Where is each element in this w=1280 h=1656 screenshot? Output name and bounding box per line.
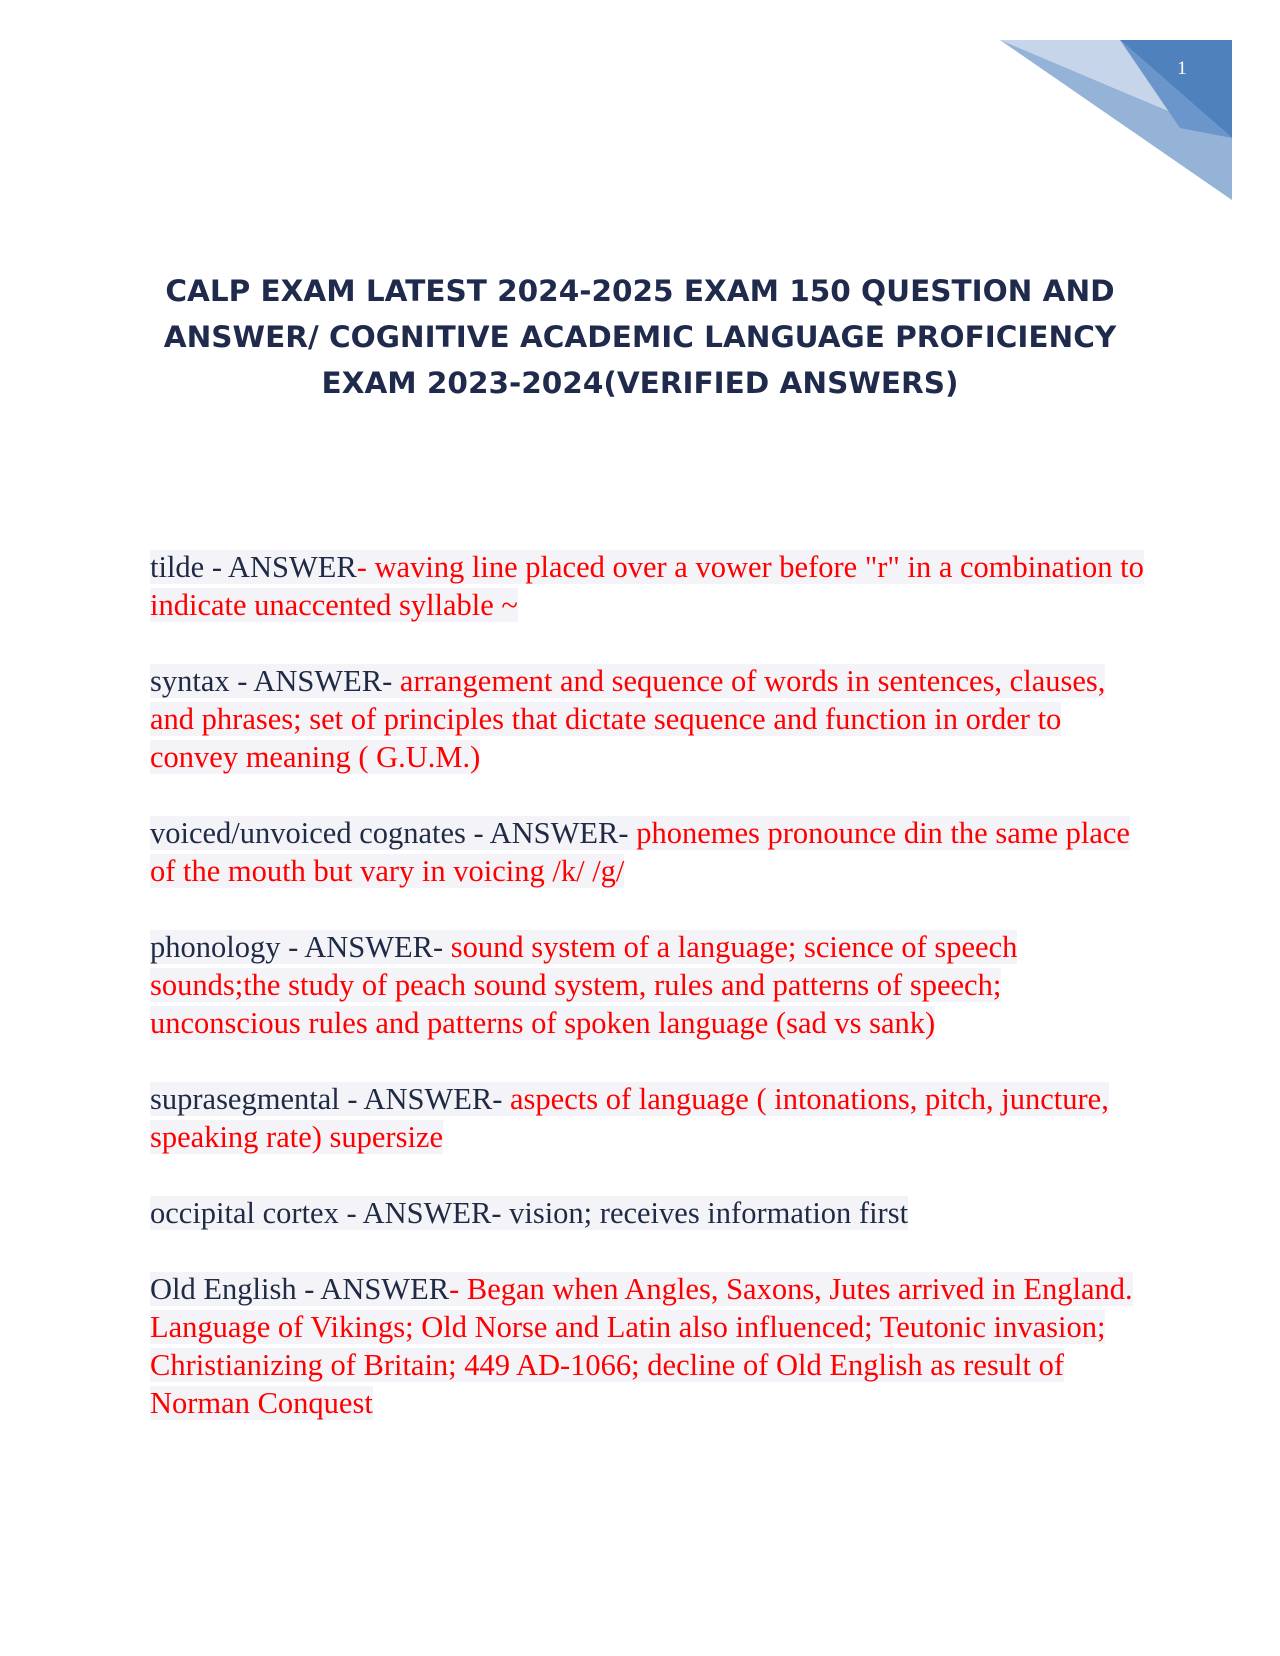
qa-entry-tilde	[150, 548, 1150, 624]
term-label: occipital cortex - ANSWER- vision; receives information first	[150, 1196, 909, 1230]
qa-entry-occipital-cortex	[150, 1194, 1150, 1232]
term-label: voiced/unvoiced cognates - ANSWER-	[150, 816, 637, 850]
answer-text: - waving line placed over a vower before "r" in a combination to indicate unaccented syllable ~	[150, 550, 1144, 622]
answer-text: aspects of language ( intonations, pitch, juncture, speaking rate) supersize	[150, 1082, 1109, 1154]
term-label: suprasegmental - ANSWER-	[150, 1082, 510, 1116]
qa-list	[150, 548, 1150, 1460]
qa-entry-syntax	[150, 662, 1150, 776]
page-number: 1	[1177, 58, 1187, 79]
title-line-3: EXAM 2023-2024(VERIFIED ANSWERS)	[321, 366, 959, 400]
qa-entry-old-english	[150, 1270, 1150, 1422]
answer-text: phonemes pronounce din the same place of the mouth but vary in voicing /k/ /g/	[150, 816, 1130, 888]
term-label: tilde - ANSWER	[150, 550, 357, 584]
answer-text: sound system of a language; science of speech sounds;the study of peach sound system, rules and patterns of speech; unconscious rules and patterns of spoken language (sad vs sank)	[150, 930, 1018, 1040]
answer-text: - Began when Angles, Saxons, Jutes arrived in England. Language of Vikings; Old Norse and Latin also influenced; Teutonic invasion; Christianizing of Britain; 449 AD-1066; decline of Old English as result of Norman Conquest	[150, 1272, 1133, 1420]
term-label: phonology - ANSWER-	[150, 930, 451, 964]
term-label: Old English - ANSWER	[150, 1272, 450, 1306]
qa-entry-phonology	[150, 928, 1150, 1042]
answer-text: arrangement and sequence of words in sentences, clauses, and phrases; set of principles that dictate sequence and function in order to convey meaning ( G.U.M.)	[150, 664, 1106, 774]
document-title	[120, 268, 1160, 406]
term-label: syntax - ANSWER-	[150, 664, 400, 698]
qa-entry-suprasegmental	[150, 1080, 1150, 1156]
qa-entry-voiced-unvoiced-cognates	[150, 814, 1150, 890]
title-line-1: CALP EXAM LATEST 2024-2025 EXAM 150 QUESTION AND	[165, 274, 1115, 308]
title-line-2: ANSWER/ COGNITIVE ACADEMIC LANGUAGE PROFICIENCY	[163, 320, 1117, 354]
corner-decoration	[0, 0, 1280, 260]
